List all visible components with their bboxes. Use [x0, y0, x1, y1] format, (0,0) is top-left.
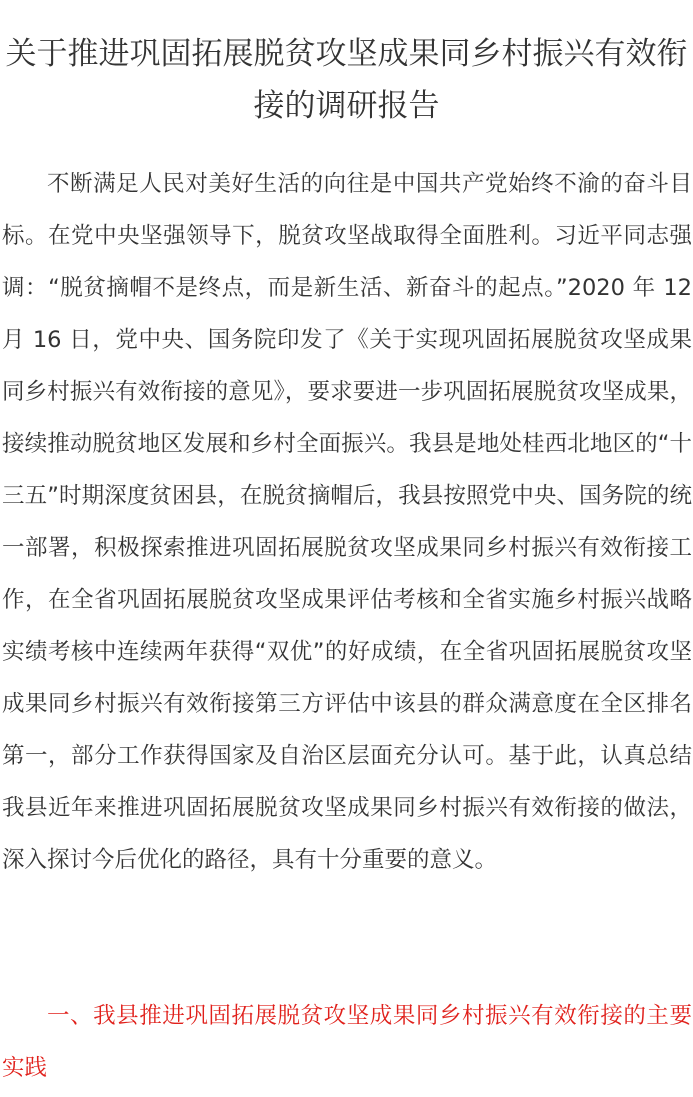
article-paragraph: 不断满足人民对美好生活的向往是中国共产党始终不渝的奋斗目标。在党中央坚强领导下，脱贫攻坚战取得全面胜利。习近平同志强调：“脱贫摘帽不是终点，而是新生活、新奋斗的起点。”2020 年 12 月 16 日，党中央、国务院印发了《关于实现巩固拓展脱贫攻坚成果同乡村振兴有效衔接的意见》，要求要进一步巩固拓展脱贫攻坚成果，接续推动脱贫地区发展和乡村全面振兴。我县是地处桂西北地区的“十三五”时期深度贫困县，在脱贫摘帽后，我县按照党中央、国务院的统一部署，积极探索推进巩固拓展脱贫攻坚成果同乡村振兴有效衔接工作，在全省巩固拓展脱贫攻坚成果评估考核和全省实施乡村振兴战略实绩考核中连续两年获得“双优”的好成绩，在全省巩固拓展脱贫攻坚成果同乡村振兴有效衔接第三方评估中该县的群众满意度在全区排名第一，部分工作获得国家及自治区层面充分认可。基于此，认真总结我县近年来推进巩固拓展脱贫攻坚成果同乡村振兴有效衔接的做法，深入探讨今后优化的路径，具有十分重要的意义。	[2, 171, 692, 873]
article-title: 关于推进巩固拓展脱贫攻坚成果同乡村振兴有效衔接的调研报告	[5, 36, 688, 124]
section-heading: 一、我县推进巩固拓展脱贫攻坚成果同乡村振兴有效衔接的主要实践	[2, 1003, 692, 1081]
